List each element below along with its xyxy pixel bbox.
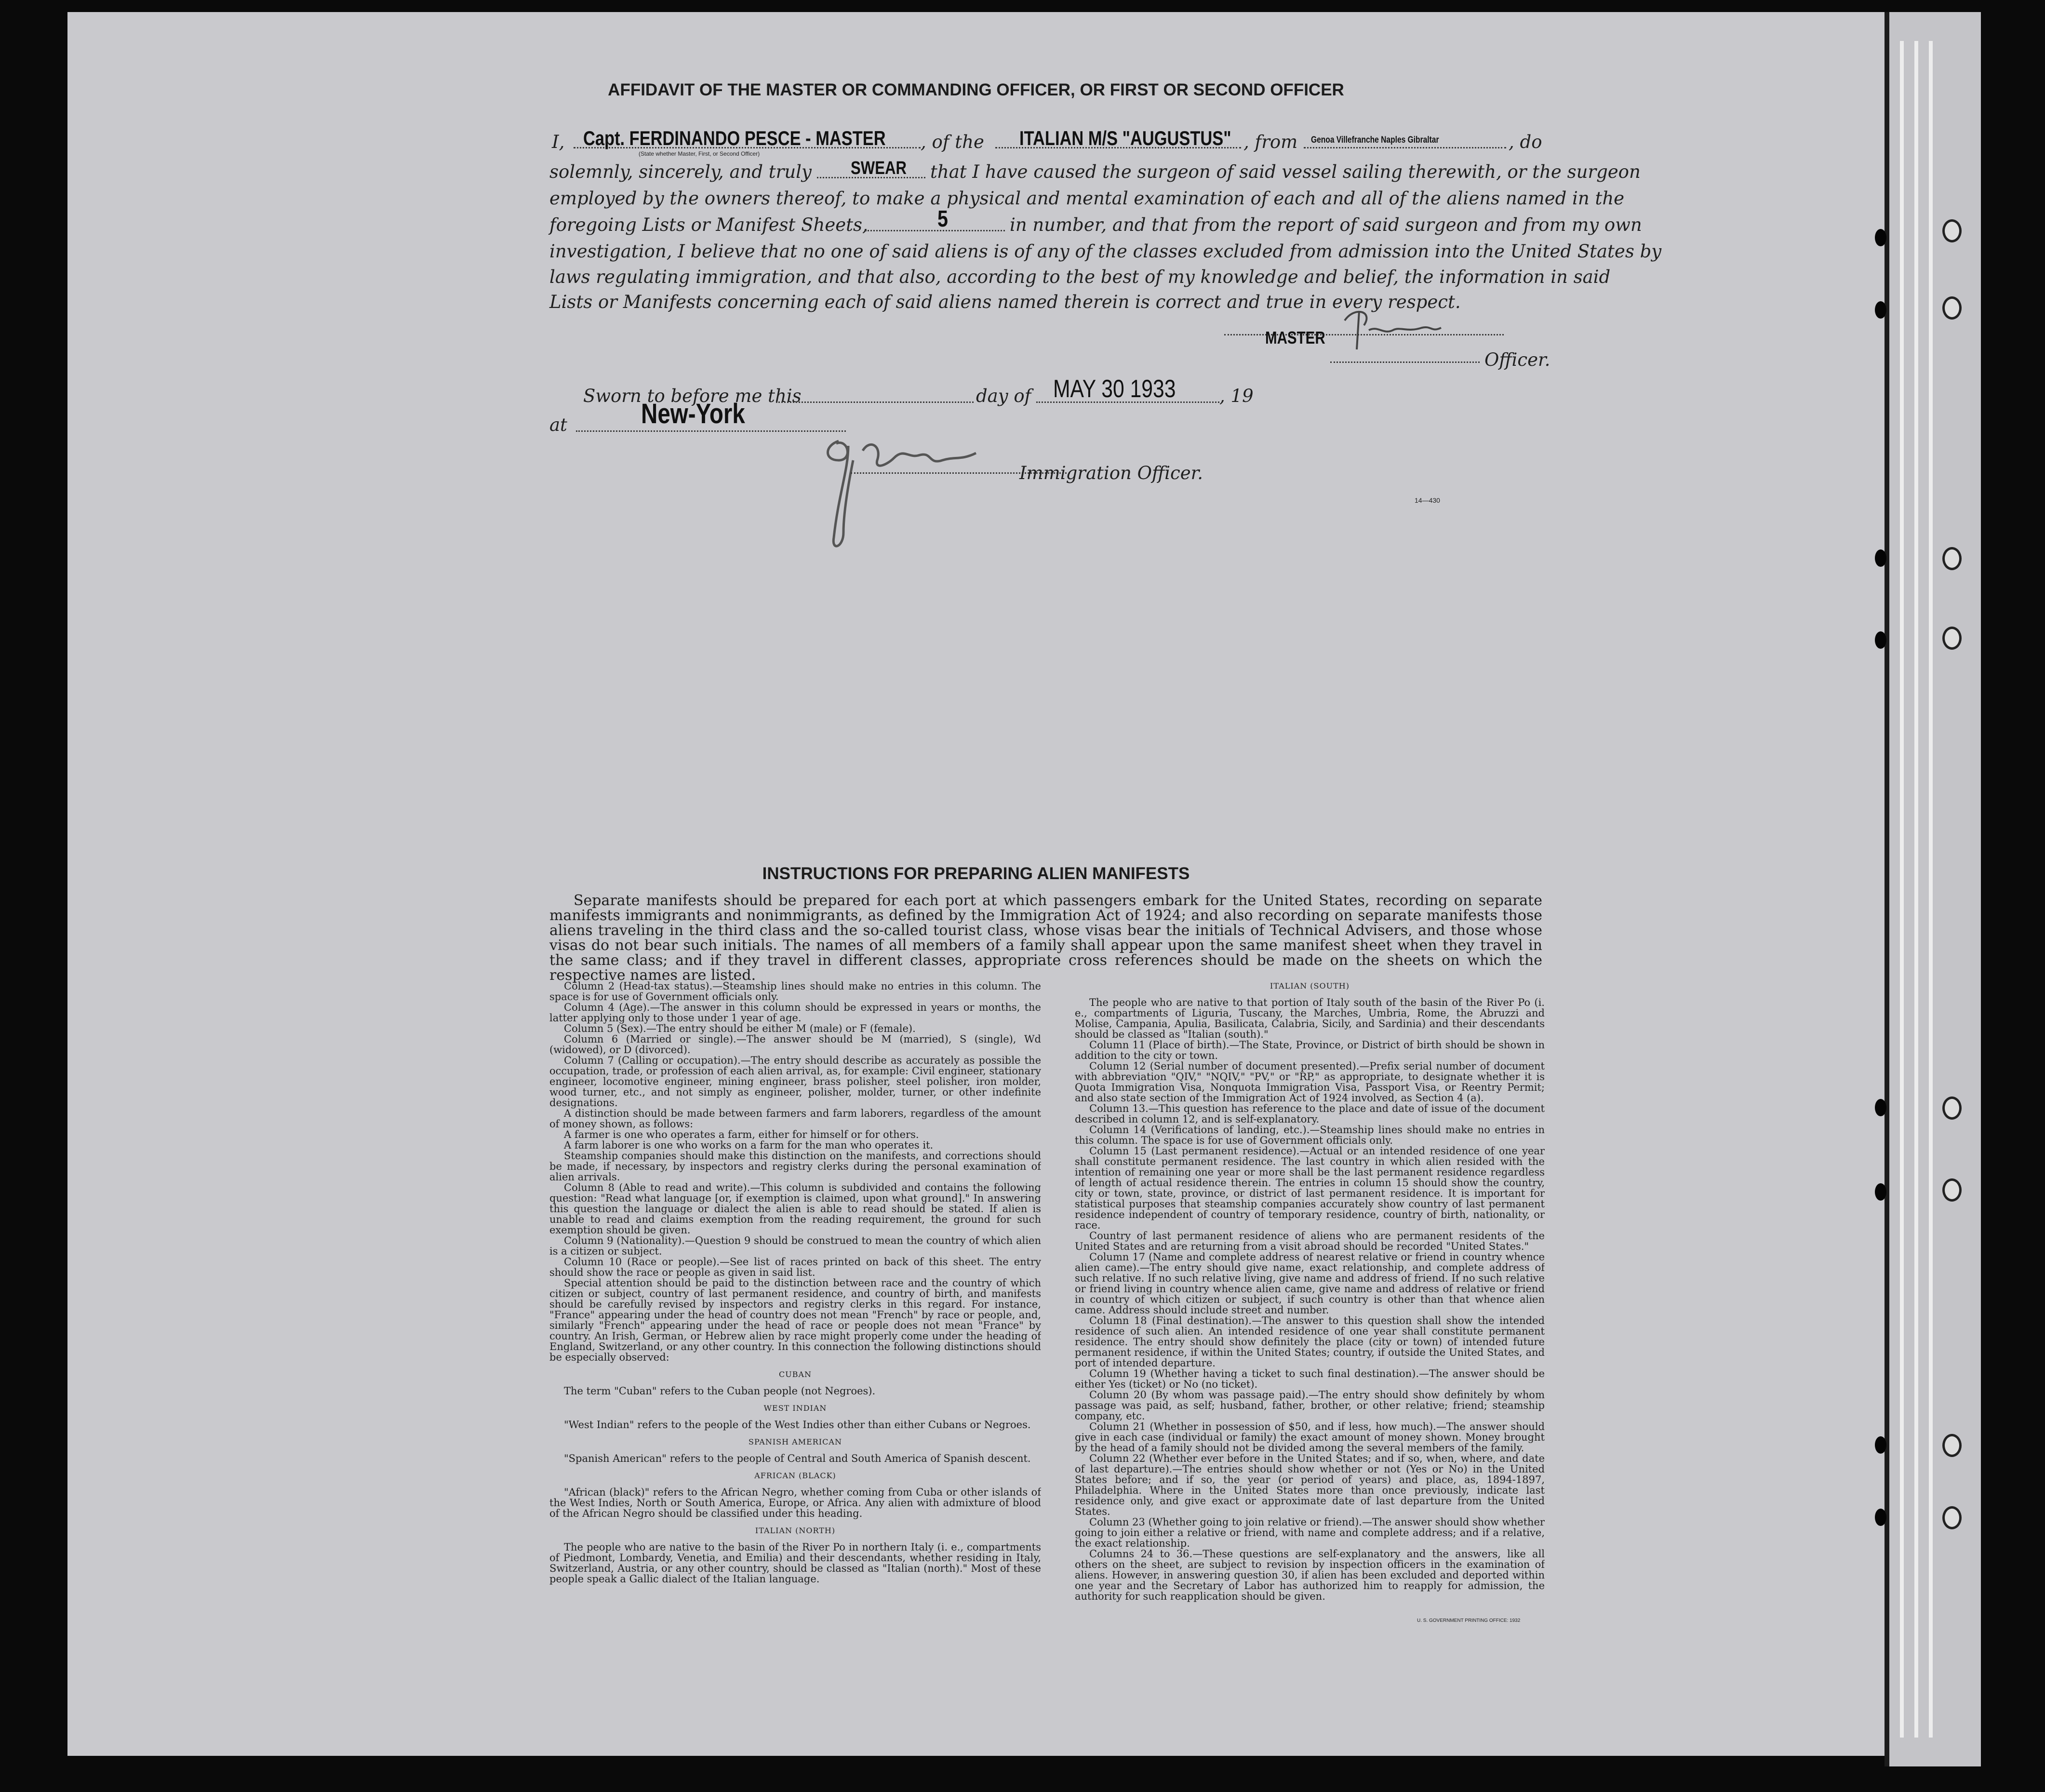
instruction-paragraph: Column 18 (Final destination).—The answer to this question shall show the intended residence of such alien. An intended residence of one year shall constitute permanent residence. The entry should show definitely the place (city or town) of intended future permanent residence, if within the United States; country, if outside the United States, and port of intended departure. <box>1075 1315 1545 1369</box>
place-stamp: New-York <box>641 398 745 429</box>
instruction-paragraph: Steamship companies should make this distinction on the manifests, and corrections should be made, if necessary, by inspectors and registry clerks during the personal examination of alien arrivals. <box>549 1150 1041 1183</box>
binder-ring <box>1942 1506 1962 1529</box>
instruction-paragraph: Column 14 (Verifications of landing, etc.).—Steamship lines should make no entries in this column. The space is for use of Government officials only. <box>1075 1124 1545 1146</box>
binder-ring <box>1942 1178 1962 1202</box>
master-title: MASTER <box>1265 328 1325 348</box>
immigration-officer-signature <box>810 431 1099 557</box>
instruction-paragraph: Column 20 (By whom was passage paid).—The entry should show definitely by whom passage was paid, as self; husband, father, brother, or other relative; friend; steamship company, etc. <box>1075 1389 1545 1422</box>
officer-name: Capt. FERDINANDO PESCE - MASTER <box>583 127 886 149</box>
instruction-paragraph: Column 12 (Serial number of document presented).—Prefix serial number of document with abbreviation "QIV," "NQIV," "PV," or "RP," as appropriate, to designate whether it is Quota Immigration Visa, Nonquota Immigration Visa, Passport Visa, or Reentry Permit; and also state section of the Immigration Act of 1924 involved, as Section 4 (a). <box>1075 1060 1545 1104</box>
instruction-paragraph: Column 4 (Age).—The answer in this column should be expressed in years or months, the latter applying only to those under 1 year of age. <box>549 1002 1041 1024</box>
section-heading: WEST INDIAN <box>763 1404 827 1413</box>
section-text: The people who are native to the basin of the River Po in northern Italy (i. e., compartments of Piedmont, Lombardy, Venetia, and Emilia) and their descendants, whether residing in Italy, Switzerland, Austria, or any other country, should be classed as "Italian (north)." Most of these people speak a Gallic dialect of the Italian language. <box>549 1541 1041 1585</box>
vessel-name: ITALIAN M/S "AUGUSTUS" <box>1019 127 1231 149</box>
affidavit-in-number: in number, and that from the report of said surgeon and from my own <box>1010 214 1642 235</box>
ports-line <box>1304 147 1506 148</box>
sworn-day-of: day of <box>976 386 1031 406</box>
affidavit-solemnly: solemnly, sincerely, and truly <box>549 161 812 182</box>
officer-line <box>1330 361 1480 363</box>
section-text: "West Indian" refers to the people of the West Indies other than either Cubans or Negroes. <box>564 1419 1031 1431</box>
section-heading: CUBAN <box>778 1370 812 1379</box>
instruction-paragraph: Column 13.—This question has reference to the place and date of issue of the document described in column 12, and is self-explanatory. <box>1075 1103 1545 1125</box>
affidavit-title: AFFIDAVIT OF THE MASTER OR COMMANDING OFFICER, OR FIRST OR SECOND OFFICER <box>608 80 1344 99</box>
officer-note: (State whether Master, First, or Second Officer) <box>639 150 760 157</box>
instruction-paragraph: Column 15 (Last permanent residence).—Actual or an intended residence of one year shall constitute permanent residence. The last country in which alien resided with the intention of remaining one year or more shall be the last permanent residence regardless of length of actual residence therein. The entries in column 15 should show the country, city or town, state, province, or district of last permanent residence. It is important for statistical purposes that steamship companies accurately show country of last permanent residence independent of country of temporary residence, country of birth, nationality, or race. <box>1075 1145 1545 1231</box>
binder-hole <box>1875 1183 1886 1201</box>
affidavit-i: I, <box>552 132 565 152</box>
instructions-title: INSTRUCTIONS FOR PREPARING ALIEN MANIFESTS <box>762 864 1190 883</box>
instruction-paragraph: Column 23 (Whether going to join relative or friend).—The answer should show whether going to join either a relative or friend, with name and complete address; and if a relative, the exact relationship. <box>1075 1516 1545 1549</box>
section-heading: AFRICAN (BLACK) <box>754 1471 836 1480</box>
instruction-paragraph: Special attention should be paid to the distinction between race and the country of which citizen or subject, country of last permanent residence, and country of birth, and manifests should be carefully revised by inspectors and registry clerks in this regard. For instance, "France" appearing under the head of country does not mean "French" by race or people, and, similarly "French" appearing under the head of race or people does not mean "France" by country. An Irish, German, or Hebrew alien by race might properly come under the heading of England, Switzerland, or any other country. In this connection the following distinctions should be especially observed: <box>549 1277 1041 1363</box>
section-text: The term "Cuban" refers to the Cuban people (not Negroes). <box>564 1385 876 1397</box>
instruction-paragraph: Column 21 (Whether in possession of $50, and if less, how much).—The answer should give in each case (individual or family) the exact amount of money shown. Money brought by the head of a family should not be divided among the several members of the family. <box>1075 1421 1545 1454</box>
section-heading: ITALIAN (SOUTH) <box>1270 981 1350 990</box>
instruction-paragraph: A farm laborer is one who works on a farm for the man who operates it. <box>564 1139 934 1151</box>
sheet-count: 5 <box>937 206 948 232</box>
binder-hole <box>1875 549 1886 567</box>
affidavit-line-7: Lists or Manifests concerning each of said aliens named therein is correct and true in every respect. <box>549 292 1461 312</box>
form-number: 14—430 <box>1415 496 1440 504</box>
officer-label: Officer. <box>1484 349 1550 370</box>
instruction-paragraph: Column 22 (Whether ever before in the United States; and if so, when, where, and date of last departure).—The entries should show whether or not (Yes or No) in the United States before; and if so, the year (or period of years) and place, as, 1894-1897, Philadelphia. Where in the United States more than once previously, indicate last residence only, and give exact or approximate date of last departure from the United States. <box>1075 1453 1545 1517</box>
affidavit-foregoing: foregoing Lists or Manifest Sheets, <box>549 214 868 235</box>
binder-ring <box>1942 1097 1962 1120</box>
binder-ring <box>1942 296 1962 320</box>
affidavit-line-5: investigation, I believe that no one of said aliens is of any of the classes excluded from admission into the United States by <box>549 241 1662 262</box>
instructions-right-column <box>1075 981 1545 1627</box>
binder-ring <box>1942 627 1962 650</box>
manifest-page <box>67 12 1885 1756</box>
instructions-left-column <box>549 981 1041 1627</box>
instructions-intro: Separate manifests should be prepared for each port at which passengers embark for the United States, recording on separate manifests immigrants and nonimmigrants, as defined by the Immigration Act of 1924; and also recording on separate manifests those aliens traveling in the third class and the so-called tourist class, whose visas bear the initials of Technical Advisers, and those whose visas do not bear such initials. The names of all members of a family shall appear upon the same manifest sheet when they travel in the same class; and if they travel in different classes, appropriate cross references should be made on the sheets on which the respective names are listed. <box>549 892 1542 984</box>
binder-hole <box>1875 1099 1886 1116</box>
sheet-count-line <box>865 230 1005 231</box>
affidavit-line-3: employed by the owners thereof, to make a physical and mental examination of each and all of the aliens named in the <box>549 188 1625 209</box>
binder-ring <box>1942 1434 1962 1457</box>
instruction-paragraph: Column 11 (Place of birth).—The State, Province, or District of birth should be shown in addition to the city or town. <box>1075 1039 1545 1061</box>
instruction-paragraph: Country of last permanent residence of aliens who are permanent residents of the United States and are returning from a visit abroad should be recorded "United States." <box>1075 1230 1545 1252</box>
instruction-paragraph: A farmer is one who operates a farm, either for himself or for others. <box>564 1129 919 1140</box>
affidavit-line-6: laws regulating immigration, and that also, according to the best of my knowledge and belief, the information in said <box>549 267 1611 287</box>
binder-hole <box>1875 1509 1886 1526</box>
binder-hole <box>1875 301 1886 319</box>
instruction-paragraph: Column 19 (Whether having a ticket to such final destination).—The answer should be either Yes (ticket) or No (no ticket). <box>1075 1368 1545 1390</box>
affidavit-do: , do <box>1509 132 1542 152</box>
immigration-officer-label: Immigration Officer. <box>1019 463 1203 483</box>
affidavit-surgeon: that I have caused the surgeon of said vessel sailing therewith, or the surgeon <box>930 161 1641 182</box>
sworn-text: Sworn to before me this <box>583 386 802 406</box>
instruction-paragraph: Column 2 (Head-tax status).—Steamship lines should make no entries in this column. The space is for use of Government officials only. <box>549 981 1041 1003</box>
binder-hole <box>1875 631 1886 649</box>
affidavit-from: , from <box>1243 132 1298 152</box>
instruction-paragraph: Column 9 (Nationality).—Question 9 should be construed to mean the country of which alien is a citizen or subject. <box>549 1235 1041 1257</box>
at-label: at <box>549 415 567 435</box>
affidavit-of-the: , of the <box>921 132 984 152</box>
sworn-year: , 19 <box>1219 386 1254 406</box>
instruction-paragraph: A distinction should be made between farmers and farm laborers, regardless of the amount of money shown, as follows: <box>549 1108 1041 1130</box>
binder-ring <box>1942 547 1962 570</box>
binder-hole <box>1875 229 1886 246</box>
sworn-day-line <box>776 401 974 403</box>
section-heading: ITALIAN (NORTH) <box>755 1526 836 1535</box>
instruction-paragraph: Column 7 (Calling or occupation).—The entry should describe as accurately as possible the occupation, trade, or profession of each alien arrival, as, for example: Civil engineer, stationary engineer, locomotive engineer, mining engineer, brass polisher, steel polisher, iron molder, wood turner, etc., and not simply as engineer, polisher, molder, turner, or other indefinite designations. <box>549 1055 1041 1109</box>
binder-hole <box>1875 1436 1886 1454</box>
section-heading: SPANISH AMERICAN <box>748 1437 842 1446</box>
instruction-paragraph: Columns 24 to 36.—These questions are self-explanatory and the answers, like all others on the sheet, are subject to revision by inspection officers in the examination of aliens. However, in answering question 30, if alien has been excluded and deported within one year and the Secretary of Labor has authorized him to reapply for admission, the authority for such reapplication should be given. <box>1075 1548 1545 1602</box>
instruction-paragraph: Column 8 (Able to read and write).—This column is subdivided and contains the following question: "Read what language [or, if exemption is claimed, upon what ground]." In answering this question the language or dialect the alien is able to read should be stated. If alien is unable to read and claims exemption from the reading requirement, the ground for such exemption should be given. <box>549 1182 1041 1236</box>
instruction-paragraph: Column 17 (Name and complete address of nearest relative or friend in country whence alien came).—The entry should give name, exact relationship, and complete address of such relative. If no such relative living, give name and address of friend. If no such relative or friend living in country whence alien came, give name and address of relative or friend in country of which citizen or subject, if such country is other than that whence alien came. Address should include street and number. <box>1075 1251 1545 1316</box>
printer-note: U. S. GOVERNMENT PRINTING OFFICE: 1932 <box>1417 1618 1521 1623</box>
instruction-paragraph: Column 5 (Sex).—The entry should be either M (male) or F (female). <box>564 1023 916 1034</box>
instruction-paragraph: Column 6 (Married or single).—The answer should be M (married), S (single), Wd (widowed), or D (divorced). <box>549 1033 1041 1056</box>
section-text: "African (black)" refers to the African Negro, whether coming from Cuba or other islands of the West Indies, North or South America, Europe, or Africa. Any alien with admixture of blood of the African Negro should be classified under this heading. <box>549 1486 1041 1519</box>
place-line <box>576 430 846 432</box>
instruction-paragraph: The people who are native to that portion of Italy south of the basin of the River Po (i. e., compartments of Liguria, Tuscany, the Marches, Umbria, Rome, the Abruzzi and Molise, Campania, Apulia, Basilicata, Calabria, Sicily, and Sardinia) and their descendants should be classed as "Italian (south)." <box>1075 997 1545 1040</box>
instruction-paragraph: Column 10 (Race or people).—See list of races printed on back of this sheet. The entry should show the race or people as given in said list. <box>549 1256 1041 1278</box>
oath: SWEAR <box>851 158 907 178</box>
binder-edge <box>1885 12 1981 1766</box>
sworn-date-stamp: MAY 30 1933 <box>1053 375 1176 403</box>
section-text: "Spanish American" refers to the people of Central and South America of Spanish descent. <box>564 1453 1031 1464</box>
binder-ring <box>1942 219 1962 242</box>
ports: Genoa Villefranche Naples Gibraltar <box>1311 135 1439 145</box>
